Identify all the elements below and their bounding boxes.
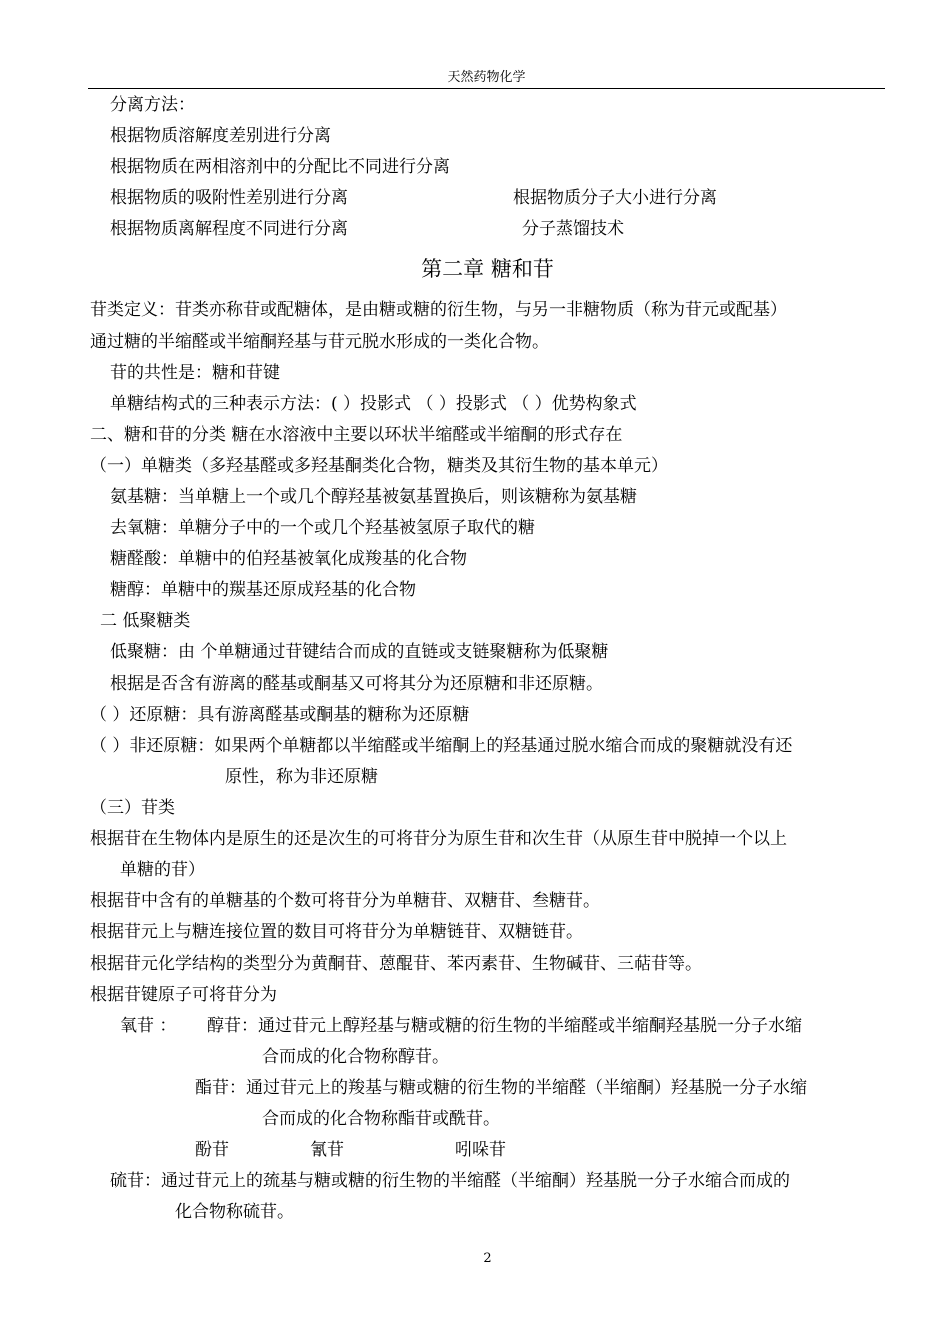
text-line: （三）苷类 xyxy=(90,798,175,818)
text-line: （ ）非还原糖：如果两个单糖都以半缩醛或半缩酮上的羟基通过脱水缩合而成的聚糖就没有还 xyxy=(90,736,793,756)
text-line: 合而成的化合物称酯苷或酰苷。 xyxy=(262,1109,500,1129)
text-line: 根据苷键原子可将苷分为 xyxy=(90,985,277,1005)
text-line: 化合物称硫苷。 xyxy=(175,1202,294,1222)
text-line: 根据苷元化学结构的类型分为黄酮苷、蒽醌苷、苯丙素苷、生物碱苷、三萜苷等。 xyxy=(90,954,702,974)
text-line: 氨基糖：当单糖上一个或几个醇羟基被氨基置换后，则该糖称为氨基糖 xyxy=(110,487,637,507)
text-line: 糖醇：单糖中的羰基还原成羟基的化合物 xyxy=(110,580,416,600)
text-line: 氧苷 ： xyxy=(120,1016,177,1036)
page-header-title: 天然药物化学 xyxy=(447,70,526,85)
text-line: 低聚糖：由 个单糖通过苷键结合而成的直链或支链聚糖称为低聚糖 xyxy=(110,642,609,662)
text-line: 根据苷在生物体内是原生的还是次生的可将苷分为原生苷和次生苷（从原生苷中脱掉一个以上 xyxy=(90,829,787,849)
text-line: 合而成的化合物称醇苷。 xyxy=(262,1047,449,1067)
text-line: 根据物质的吸附性差别进行分离 xyxy=(110,188,348,208)
chapter-heading: 第二章 糖和苷 xyxy=(421,257,554,281)
text-line: （一）单糖类（多羟基醛或多羟基酮类化合物，糖类及其衍生物的基本单元） xyxy=(90,456,668,476)
text-line: 单糖的苷） xyxy=(120,860,205,880)
text-line: 二 低聚糖类 xyxy=(100,611,191,631)
text-line: 通过糖的半缩醛或半缩酮羟基与苷元脱水形成的一类化合物。 xyxy=(90,332,549,352)
text-line: 原性，称为非还原糖 xyxy=(225,767,378,787)
text-line: 根据物质离解程度不同进行分离 xyxy=(110,219,348,239)
text-line: 硫苷：通过苷元上的巯基与糖或糖的衍生物的半缩醛（半缩酮）羟基脱一分子水缩合而成的 xyxy=(110,1171,790,1191)
text-line: 根据物质分子大小进行分离 xyxy=(513,188,717,208)
text-line: 根据物质溶解度差别进行分离 xyxy=(110,126,331,146)
text-line: 根据是否含有游离的醛基或酮基又可将其分为还原糖和非还原糖。 xyxy=(110,674,603,694)
text-line: 酯苷：通过苷元上的羧基与糖或糖的衍生物的半缩醛（半缩酮）羟基脱一分子水缩 xyxy=(195,1078,807,1098)
text-line: 醇苷：通过苷元上醇羟基与糖或糖的衍生物的半缩醛或半缩酮羟基脱一分子水缩 xyxy=(207,1016,802,1036)
text-line: 苷类定义：苷类亦称苷或配糖体，是由糖或糖的衍生物，与另一非糖物质（称为苷元或配基） xyxy=(90,300,787,320)
text-line: 吲哚苷 xyxy=(455,1140,506,1160)
header-divider xyxy=(88,88,885,89)
text-line: （ ）还原糖：具有游离醛基或酮基的糖称为还原糖 xyxy=(90,705,470,725)
text-line: 根据物质在两相溶剂中的分配比不同进行分离 xyxy=(110,157,450,177)
text-line: 去氧糖：单糖分子中的一个或几个羟基被氢原子取代的糖 xyxy=(110,518,535,538)
text-line: 二、糖和苷的分类 糖在水溶液中主要以环状半缩醛或半缩酮的形式存在 xyxy=(90,425,623,445)
text-line: 分子蒸馏技术 xyxy=(522,219,624,239)
text-line: 酚苷 xyxy=(195,1140,229,1160)
text-line: 分离方法： xyxy=(110,95,195,115)
text-line: 根据苷元上与糖连接位置的数目可将苷分为单糖链苷、双糖链苷。 xyxy=(90,922,583,942)
text-line: 苷的共性是：糖和苷键 xyxy=(110,363,280,383)
text-line: 根据苷中含有的单糖基的个数可将苷分为单糖苷、双糖苷、叁糖苷。 xyxy=(90,891,600,911)
page-number: 2 xyxy=(483,1251,492,1266)
text-line: 氰苷 xyxy=(310,1140,344,1160)
text-line: 糖醛酸：单糖中的伯羟基被氧化成羧基的化合物 xyxy=(110,549,467,569)
text-line: 单糖结构式的三种表示方法：( ）投影式 （ ）投影式 （ ）优势构象式 xyxy=(110,394,637,414)
